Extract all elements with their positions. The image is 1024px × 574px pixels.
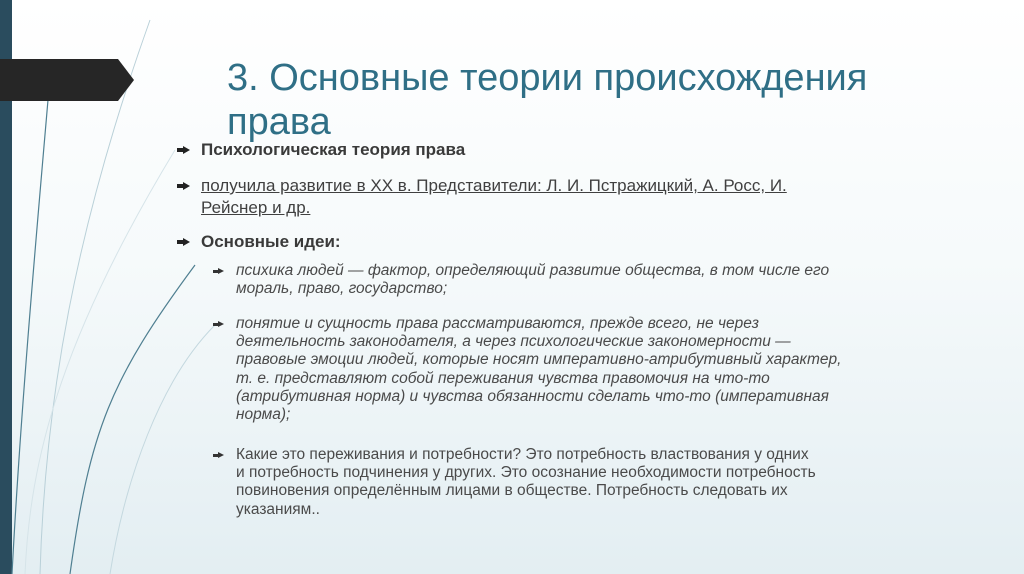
arrow-bullet-icon	[218, 321, 224, 327]
sub-bullet-psyche: психика людей — фактор, определяющий развитие общества, в том числе его мораль, право, государство;	[236, 262, 830, 298]
bullet-psychological-theory: Психологическая теория права	[201, 140, 466, 159]
bullet-representatives: получила развитие в XX в. Представители: Л. И. Пстражицкий, А. Росс, И. Рейснер и др.	[201, 176, 787, 217]
arrow-bullet-icon	[183, 182, 190, 190]
sub-bullet-concept: понятие и сущность права рассматриваются, прежде всего, не через деятельность законодателя, а через психологические закономерности — правовые эмоции людей, которые носят императивно-атрибутивный характер, т. е. представляют собой переживания чувства правомочия на что-то (атрибутивная норма) и чувства обязанности сделать что-то (императивная норма);	[236, 315, 842, 424]
arrow-bullet-icon	[218, 452, 224, 458]
sub-bullet-needs: Какие это переживания и потребности? Это потребность властвования у одних и потребность подчинения у других. Это осознание необходимости потребность повиновения определённым лицами в обществе. Потребность следовать их указаниям..	[236, 446, 816, 518]
arrow-bullet-icon	[218, 268, 224, 274]
slide-title: 3. Основные теории происхождения права	[227, 57, 868, 143]
arrow-bullet-icon	[183, 238, 190, 246]
bullet-main-ideas: Основные идеи:	[201, 232, 341, 251]
arrow-bullet-icon	[183, 146, 190, 154]
